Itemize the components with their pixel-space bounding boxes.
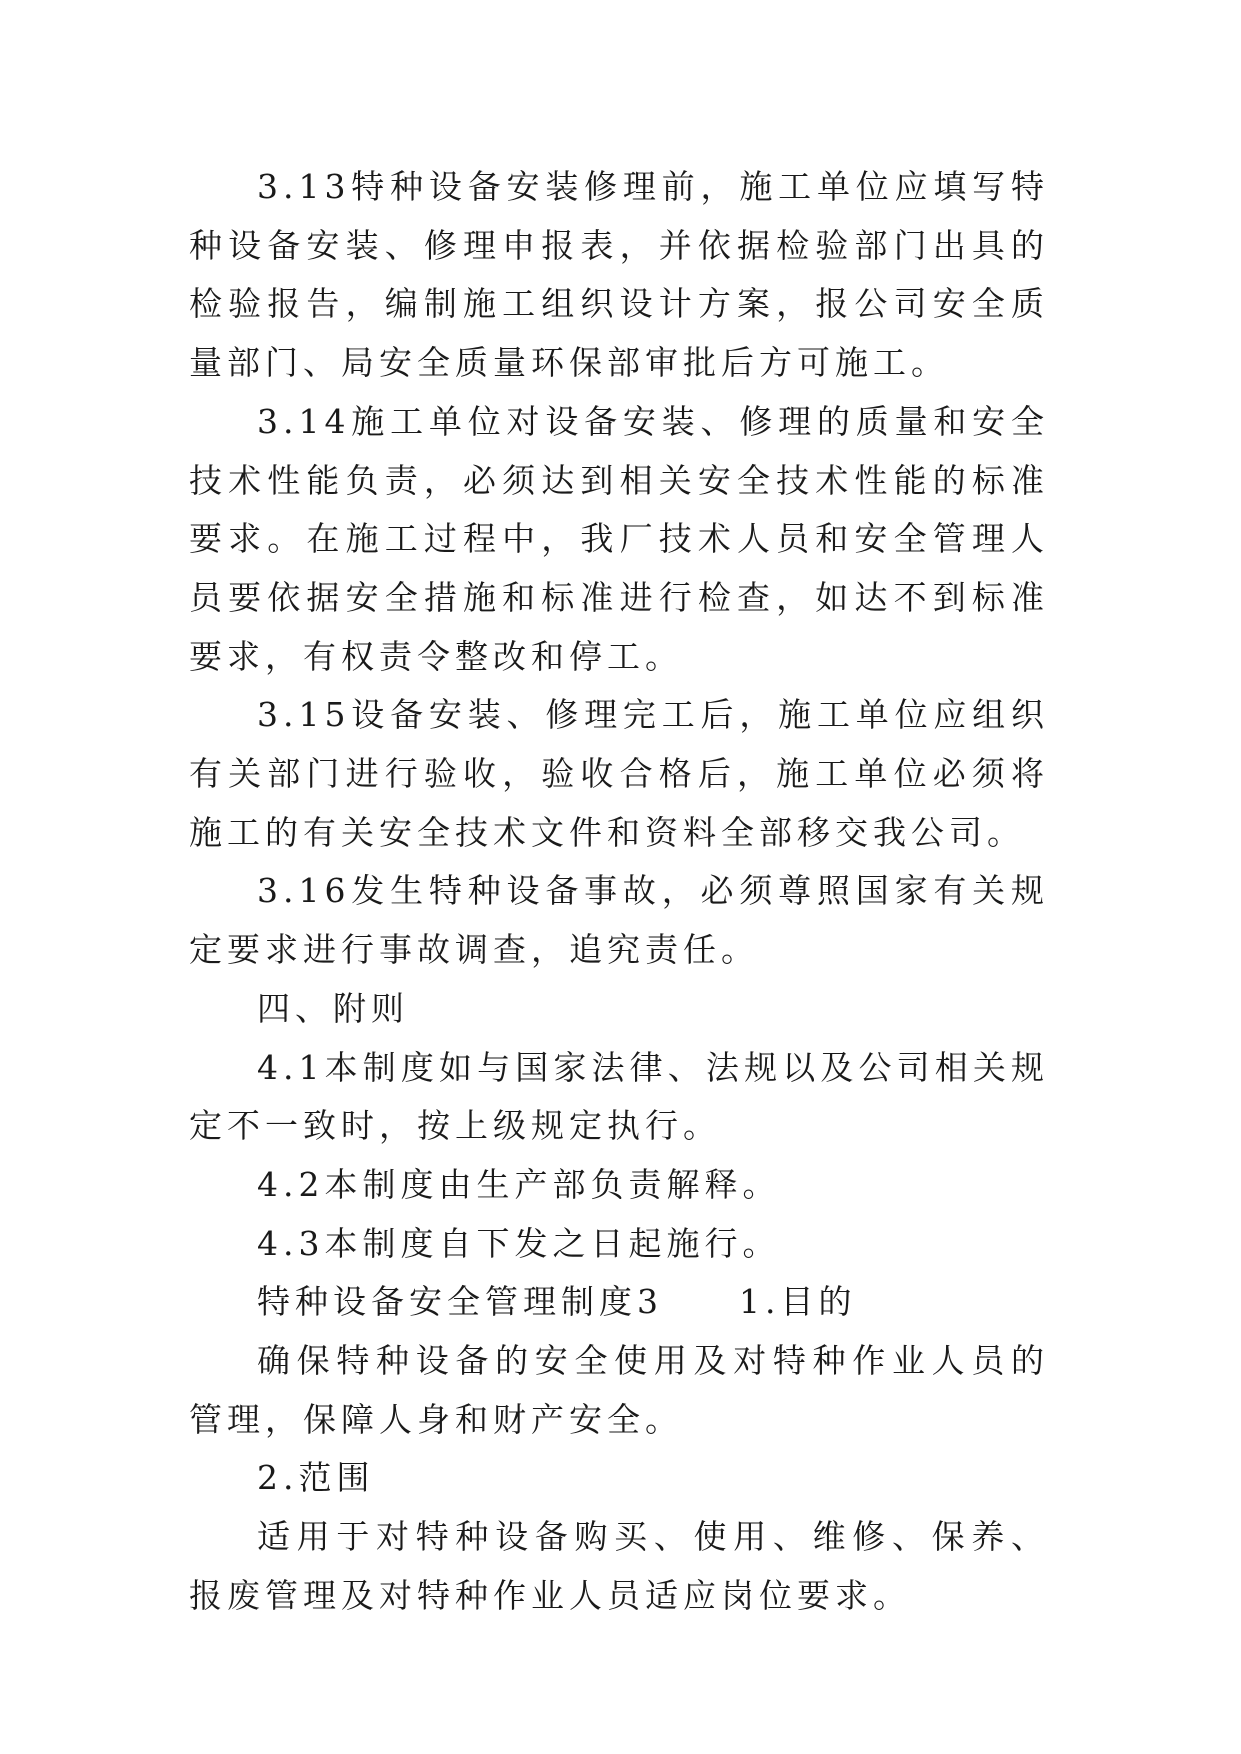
paragraph-scope: 适用于对特种设备购买、使用、维修、保养、报废管理及对特种作业人员适应岗位要求。 (189, 1517, 1049, 1615)
paragraph-4-3: 4.3本制度自下发之日起施行。 (257, 1223, 781, 1263)
document-title-line: 特种设备安全管理制度3 1.目的 (257, 1282, 857, 1322)
section-heading-appendix: 四、附则 (257, 988, 409, 1028)
paragraph-3-14: 3.14施工单位对设备安装、修理的质量和安全技术性能负责，必须达到相关安全技术性能的标准要求。在施工过程中，我厂技术人员和安全管理人员要依据安全措施和标准进行检查，如达不到标准要求，有权责令整改和停工。 (189, 401, 1049, 676)
paragraph-3-15: 3.15设备安装、修理完工后，施工单位应组织有关部门进行验收，验收合格后，施工单位必须将施工的有关安全技术文件和资料全部移交我公司。 (189, 695, 1049, 852)
document-page (189, 158, 1049, 1626)
section-heading-scope: 2.范围 (257, 1458, 375, 1498)
paragraph-3-16: 3.16发生特种设备事故，必须尊照国家有关规定要求进行事故调查，追究责任。 (189, 871, 1049, 970)
paragraph-4-2: 4.2本制度由生产部负责解释。 (257, 1164, 781, 1204)
paragraph-4-1: 4.1本制度如与国家法律、法规以及公司相关规定不一致时，按上级规定执行。 (189, 1047, 1049, 1146)
paragraph-purpose: 确保特种设备的安全使用及对特种作业人员的管理，保障人身和财产安全。 (189, 1341, 1049, 1439)
paragraph-3-13: 3.13特种设备安装修理前，施工单位应填写特种设备安装、修理申报表，并依据检验部门出具的检验报告，编制施工组织设计方案，报公司安全质量部门、局安全质量环保部审批后方可施工。 (189, 167, 1049, 383)
